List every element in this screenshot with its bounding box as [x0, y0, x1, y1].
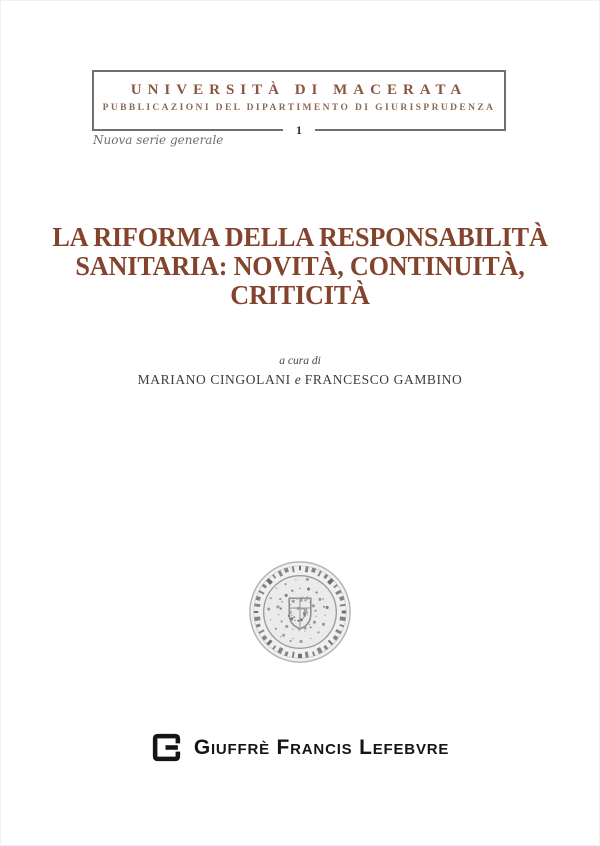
series-header-box: [92, 70, 506, 137]
publisher-name: Giuffrè Francis Lefebvre: [193, 736, 450, 759]
publisher-g-logo-icon: [151, 732, 182, 763]
series-note: Nuova serie generale: [93, 133, 224, 147]
book-title-line-2: SANITARIA: NOVITÀ, CONTINUITÀ,: [75, 251, 525, 281]
publisher-block: [0, 732, 600, 763]
book-title-line-3: CRITICITÀ: [230, 280, 370, 310]
book-title-line-1: LA RIFORMA DELLA RESPONSABILITÀ: [52, 222, 548, 252]
editor-names: [0, 372, 600, 388]
book-title: [46, 223, 554, 310]
edited-by-label: a cura di: [279, 355, 321, 367]
editor-name-2: FRANCESCO GAMBINO: [304, 372, 463, 387]
series-title: PUBBLICAZIONI DEL DIPARTIMENTO DI GIURISPRUDENZA: [102, 103, 496, 113]
editor-name-1: MARIANO CINGOLANI: [137, 372, 291, 387]
university-seal-icon: [245, 557, 355, 667]
series-volume-number: 1: [283, 124, 315, 136]
editors-conjunction: e: [294, 372, 301, 387]
editors-block: [0, 355, 600, 388]
university-name: UNIVERSITÀ DI MACERATA: [130, 82, 468, 98]
seal-svg: [245, 557, 355, 667]
